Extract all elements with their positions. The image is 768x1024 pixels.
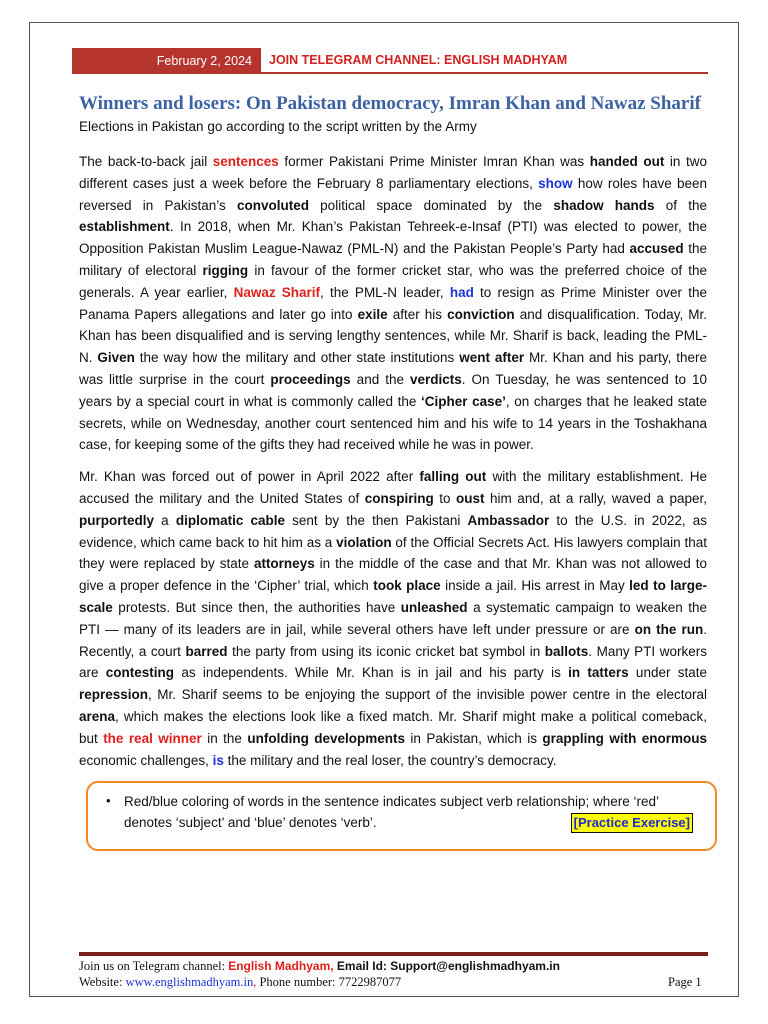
text-run: , which makes the elections look like a fixed match. Mr. Sharif might make a political comeback, but xyxy=(79,708,707,746)
header-telegram-promo: JOIN TELEGRAM CHANNEL: ENGLISH MADHYAM xyxy=(261,48,708,74)
text-run: sent by the then Pakistani xyxy=(285,512,468,528)
footer-channel-name[interactable]: English Madhyam, xyxy=(228,959,334,973)
footer-website-comma: , xyxy=(253,975,257,989)
vocab-word: establishment xyxy=(79,219,170,235)
footer-website-prefix: Website: xyxy=(79,975,126,989)
text-run: in two different cases just a week before the February 8 parliamentary elections, xyxy=(79,154,707,191)
vocab-word: contesting xyxy=(105,665,175,681)
note-bullet: • xyxy=(106,793,111,808)
text-run: inside a jail. His arrest in May xyxy=(440,578,630,594)
vocab-word: violation xyxy=(336,534,392,550)
text-run: protests. But since then, the authorities have xyxy=(112,599,401,615)
text-run: . Many PTI workers are xyxy=(79,643,707,681)
subject-word: Nawaz Sharif xyxy=(233,284,321,300)
text-run: to resign as Prime Minister over the Panama Papers allegations and later go into xyxy=(79,284,707,322)
footer-divider xyxy=(79,952,708,956)
text-run: The back-to-back jail xyxy=(79,154,213,169)
vocab-word: on the run xyxy=(634,621,704,637)
vocab-word: conspiring xyxy=(364,490,434,506)
page-header xyxy=(72,48,708,74)
text-run: of the Official Secrets Act. His lawyers complain that they were replaced by state xyxy=(79,534,707,572)
text-run: as independents. While Mr. Khan is in jail and his party is xyxy=(174,665,569,681)
vocab-word: diplomatic cable xyxy=(175,512,286,528)
text-run: and the xyxy=(350,371,410,387)
text-run: in favour of the former cricket star, who was the preferred choice of the generals. A year earlier, xyxy=(79,262,707,300)
vocab-word: barred xyxy=(185,643,228,659)
vocab-word: accused xyxy=(629,241,684,257)
vocab-word: exile xyxy=(357,306,388,322)
text-run: . On Tuesday, he was sentenced to 10 years by a special court in what is commonly called the xyxy=(79,371,707,409)
vocab-word: unleashed xyxy=(400,599,468,615)
text-run: . In 2018, when Mr. Khan’s Pakistan Tehreek-e-Insaf (PTI) was elected to power, the Opposition Pakistan Muslim League-Nawaz (PML-N) and the Pakistan People’s Party had xyxy=(79,219,707,257)
vocab-word: purportedly xyxy=(79,512,155,528)
vocab-word: attorneys xyxy=(253,556,315,572)
text-run: the party from using its iconic cricket bat symbol in xyxy=(227,643,545,659)
text-run: in the xyxy=(201,730,248,746)
article-body xyxy=(79,151,707,781)
vocab-word: conviction xyxy=(447,306,515,322)
verb-word: had xyxy=(449,284,474,300)
vocab-word: verdicts xyxy=(410,371,462,387)
text-run: Mr. Khan and his party, there was little surprise in the court xyxy=(79,350,708,387)
vocab-word: ballots xyxy=(544,643,589,659)
text-run: in Pakistan, which is xyxy=(405,730,543,746)
text-run: , on charges that he leaked state secrets, while on Wednesday, another court sentenced him and his wife to 14 years in the Toshakhana case, for keeping some of the gifts they had received while he was in power. xyxy=(79,393,707,453)
vocab-word: proceedings xyxy=(270,371,351,387)
vocab-word: repression xyxy=(79,687,149,703)
text-run: to xyxy=(433,490,457,506)
text-run: how roles have been reversed in Pakistan’s xyxy=(79,175,708,213)
verb-word: is xyxy=(212,752,224,768)
vocab-word: oust xyxy=(456,490,485,506)
text-run: to the U.S. in 2022, as evidence, which came back to hit him as a xyxy=(79,512,707,550)
vocab-word: grappling with enormous xyxy=(542,730,707,746)
text-run: former Pakistani Prime Minister Imran Khan was xyxy=(278,154,590,169)
vocab-word: led to large-scale xyxy=(79,578,708,615)
vocab-word: went after xyxy=(459,350,525,366)
footer-telegram-line xyxy=(79,959,560,974)
text-run: the military of electoral xyxy=(79,241,707,278)
footer-phone: Phone number: 7722987077 xyxy=(256,975,402,989)
text-run: him and, at a rally, waved a paper, xyxy=(484,490,707,506)
text-run: of the xyxy=(654,197,708,213)
header-date: February 2, 2024 xyxy=(72,48,261,74)
text-run: , Mr. Sharif seems to be enjoying the support of the invisible power centre in the electoral xyxy=(148,687,707,703)
footer-website-line xyxy=(79,975,401,990)
subject-word: the real winner xyxy=(103,730,202,746)
vocab-word: ‘Cipher case’ xyxy=(420,393,506,409)
text-run: economic challenges, xyxy=(79,752,213,768)
paragraph-2 xyxy=(79,466,707,771)
page-number: Page 1 xyxy=(668,975,702,989)
practice-exercise-label[interactable]: [Practice Exercise] xyxy=(571,813,693,833)
vocab-word: arena xyxy=(79,708,116,724)
text-run: , the PML-N leader, xyxy=(320,284,450,300)
paragraph-1 xyxy=(79,151,707,456)
text-run: a xyxy=(154,512,176,528)
text-run: under state xyxy=(628,665,708,681)
footer-join-text: Join us on Telegram channel: xyxy=(79,959,229,973)
vocab-word: in tatters xyxy=(568,665,629,681)
text-run: with the military establishment. He accused the military and the United States of xyxy=(79,469,708,506)
vocab-word: convoluted xyxy=(236,197,309,213)
article-title: Winners and losers: On Pakistan democracy, Imran Khan and Nawaz Sharif xyxy=(79,93,701,114)
subject-word: sentences xyxy=(212,154,279,169)
text-run: in the middle of the case and that Mr. Khan was not allowed to give a proper defence in the ‘Cipher’ trial, which xyxy=(79,556,707,594)
vocab-word: rigging xyxy=(202,262,249,278)
vocab-word: unfolding developments xyxy=(247,730,406,746)
note-box xyxy=(86,781,717,851)
vocab-word: Ambassador xyxy=(467,512,550,528)
text-run: Mr. Khan was forced out of power in April 2022 after xyxy=(79,469,420,485)
note-text: Red/blue coloring of words in the sentence indicates subject verb relationship; where ‘red’ denotes ‘subject’ and ‘blue’ denotes ‘verb’. xyxy=(124,794,659,830)
text-run: political space dominated by the xyxy=(308,197,554,213)
text-run: the military and the real loser, the country’s democracy. xyxy=(223,752,557,768)
text-run: after his xyxy=(387,306,448,322)
vocab-word: took place xyxy=(373,578,441,594)
vocab-word: Given xyxy=(97,350,135,366)
text-run: the way how the military and other state institutions xyxy=(134,350,460,366)
footer-email: Email Id: Support@englishmadhyam.in xyxy=(333,959,560,973)
article-subtitle: Elections in Pakistan go according to the script written by the Army xyxy=(79,119,477,134)
verb-word: show xyxy=(538,175,573,191)
text-run: a systematic campaign to weaken the PTI — many of its leaders are in jail, while several others have left under pressure or are xyxy=(79,599,707,637)
vocab-word: falling out xyxy=(419,469,487,485)
footer-website-link[interactable]: www.englishmadhyam.in xyxy=(125,975,254,989)
vocab-word: handed out xyxy=(589,154,665,169)
text-run: . Recently, a court xyxy=(79,621,707,659)
text-run: and disqualification. Today, Mr. Khan has been disqualified and is serving lengthy sentences, while Mr. Sharif is back, leading the PML-N. xyxy=(79,306,707,366)
vocab-word: shadow hands xyxy=(553,197,655,213)
